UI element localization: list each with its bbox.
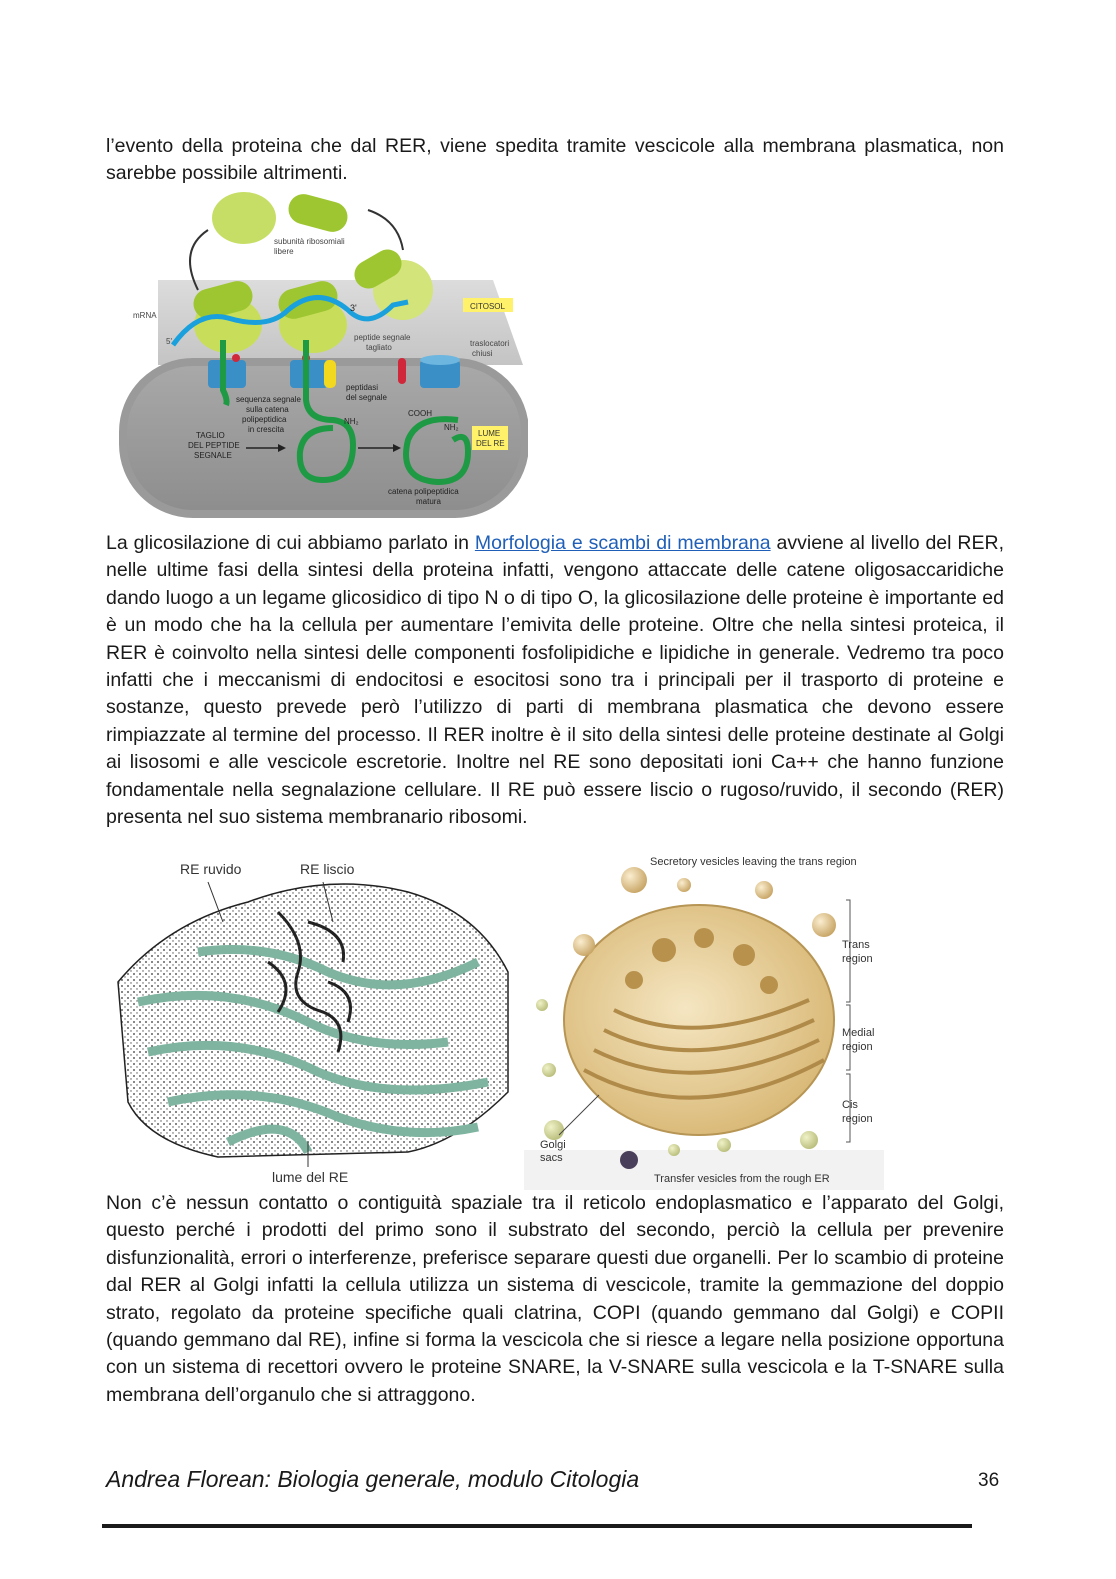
label-trans: Trans bbox=[842, 939, 870, 951]
label-translocators: traslocatori bbox=[470, 339, 510, 348]
paragraph-text: La glicosilazione di cui abbiamo parlato in bbox=[106, 532, 475, 554]
label-signal-seq-2: sulla catena bbox=[246, 405, 289, 414]
translocator bbox=[208, 360, 246, 388]
transfer-vesicle bbox=[536, 999, 548, 1011]
figure-golgi bbox=[524, 850, 884, 1190]
recycle-arrow-right bbox=[368, 210, 403, 250]
footer-title: Andrea Florean: Biologia generale, modulo Citologia bbox=[106, 1466, 640, 1492]
label-cut-2: DEL PEPTIDE bbox=[188, 441, 240, 450]
golgi-fenestra bbox=[694, 928, 714, 948]
footer-divider bbox=[102, 1524, 972, 1528]
secretory-vesicle bbox=[755, 881, 773, 899]
ribosome-subunit bbox=[285, 191, 351, 236]
label-re-rough: RE ruvido bbox=[180, 861, 242, 877]
secretory-vesicle bbox=[812, 913, 836, 937]
label-citosol: CITOSOL bbox=[470, 302, 505, 311]
label-lumen-2: DEL RE bbox=[476, 439, 505, 448]
label-lumen: LUME bbox=[478, 429, 501, 438]
peptidase bbox=[324, 360, 336, 388]
label-nh2-a: NH₂ bbox=[344, 417, 359, 426]
secretory-vesicle bbox=[573, 934, 595, 956]
label-transfer-vesicles: Transfer vesicles from the rough ER bbox=[654, 1173, 830, 1185]
secretory-vesicle bbox=[621, 867, 647, 893]
label-3-prime: 3' bbox=[350, 303, 357, 313]
transfer-vesicle bbox=[544, 1120, 564, 1140]
label-medial: Medial bbox=[842, 1027, 875, 1039]
label-translocators-2: chiusi bbox=[472, 349, 493, 358]
golgi-fenestra bbox=[652, 938, 676, 962]
label-cis-2: region bbox=[842, 1113, 873, 1125]
label-cut: TAGLIO bbox=[196, 431, 225, 440]
label-subunits: subunità ribosomiali bbox=[274, 237, 345, 246]
golgi-fenestra bbox=[760, 976, 778, 994]
paragraph-text: avviene al livello del RER, nelle ultime fasi della sintesi della proteina infatti, vengono attaccate delle catene oligosaccaridiche dando luogo a un legame glicosidico di tipo N o di tipo O, la glicosilazione delle proteine è importante ed è un modo che ha la cellula per aumentare l’emivita delle proteine. Oltre che nella sintesi proteica, il RER è coinvolto nella sintesi delle componenti fosfolipidiche e lipidiche in generale. Vedremo tra poco infatti che i meccanismi di endocitosi e esocitosi sono tra i principali per il trasporto di proteine e sostanze, questo prevede però l’utilizzo di parti di membrana plasmatica che devono essere rimpiazzate al termine del processo. Il RER inoltre è il sito della sintesi delle proteine destinate al Golgi ai lisosomi e alle vescicole escretorie. Inoltre nel RE sono depositati ioni Ca++ che hanno funzione fondamentale nella segnalazione cellulare. Il RE può essere liscio o rugoso/ruvido, il secondo (RER) presenta nel suo sistema membranario ribosomi. bbox=[106, 532, 1005, 829]
label-medial-2: region bbox=[842, 1041, 873, 1053]
label-signal-seq: sequenza segnale bbox=[236, 395, 301, 404]
label-signal-seq-3: polipeptidica bbox=[242, 415, 287, 424]
transfer-vesicle bbox=[800, 1131, 818, 1149]
signal-peptide-cut bbox=[398, 358, 406, 384]
paragraph-glycosylation bbox=[106, 530, 1004, 831]
transfer-vesicle bbox=[542, 1063, 556, 1077]
label-peptidase-2: del segnale bbox=[346, 393, 387, 402]
secretory-vesicle bbox=[677, 878, 691, 892]
label-5-prime: 5' bbox=[166, 337, 172, 346]
label-mature: catena polipeptidica bbox=[388, 487, 459, 496]
label-secretory-vesicles: Secretory vesicles leaving the trans region bbox=[650, 856, 857, 868]
label-cut-3: SEGNALE bbox=[194, 451, 232, 460]
transfer-vesicle bbox=[620, 1151, 638, 1169]
label-mrna: mRNA bbox=[133, 311, 157, 320]
signal-peptide bbox=[232, 354, 240, 362]
label-peptide-cut-2: tagliato bbox=[366, 343, 392, 352]
label-re-lumen: lume del RE bbox=[272, 1169, 349, 1185]
golgi-fenestra bbox=[625, 971, 643, 989]
label-peptide-cut: peptide segnale bbox=[354, 333, 411, 342]
translocator-top bbox=[420, 355, 460, 365]
label-subunits-2: libere bbox=[274, 247, 294, 256]
figure-endoplasmic-reticulum bbox=[108, 852, 518, 1192]
label-signal-seq-4: in crescita bbox=[248, 425, 285, 434]
morphology-link[interactable]: Morfologia e scambi di membrana bbox=[474, 532, 771, 554]
transfer-vesicle bbox=[717, 1138, 731, 1152]
figure-rer-translocation bbox=[118, 190, 528, 520]
page-number: 36 bbox=[978, 1470, 1000, 1491]
paragraph-golgi: Non c’è nessun contatto o contiguità spaziale tra il reticolo endoplasmatico e l’apparato del Golgi, questo perché i prodotti del primo sono il substrato del secondo, perciò la cellula per prevenire disfunzionalità, errori o interferenze, preferisce separare questi due organelli. Per lo scambio di proteine dal RER al Golgi infatti la cellula utilizza un sistema di vescicole, tramite la gemmazione del doppio strato, regolato da proteine specifiche quali clatrina, COPI (quando gemmano dal Golgi) e COPII (quando gemmano dal RE), infine si forma la vescicola che si riesce a legare nella posizione opportuna con un sistema di recettori ovvero le proteine SNARE, la V-SNARE sulla vescicola e la T-SNARE sulla membrana dell’organulo che si attraggono. bbox=[106, 1192, 1004, 1406]
golgi-fenestra bbox=[733, 944, 755, 966]
label-nh2-b: NH₂ bbox=[444, 423, 459, 432]
ribosome-subunit bbox=[212, 192, 276, 244]
label-trans-2: region bbox=[842, 953, 873, 965]
label-mature-2: matura bbox=[416, 497, 441, 506]
label-cooh: COOH bbox=[408, 409, 432, 418]
label-cis: Cis bbox=[842, 1099, 858, 1111]
paragraph-intro: l’evento della proteina che dal RER, viene spedita tramite vescicole alla membrana plasmatica, non sarebbe possibile altrimenti. bbox=[106, 135, 1004, 185]
label-re-smooth: RE liscio bbox=[300, 861, 355, 877]
label-golgi-sacs-2: sacs bbox=[540, 1152, 563, 1164]
label-peptidase: peptidasi bbox=[346, 383, 379, 392]
transfer-vesicle bbox=[668, 1144, 680, 1156]
label-golgi-sacs: Golgi bbox=[540, 1139, 566, 1151]
